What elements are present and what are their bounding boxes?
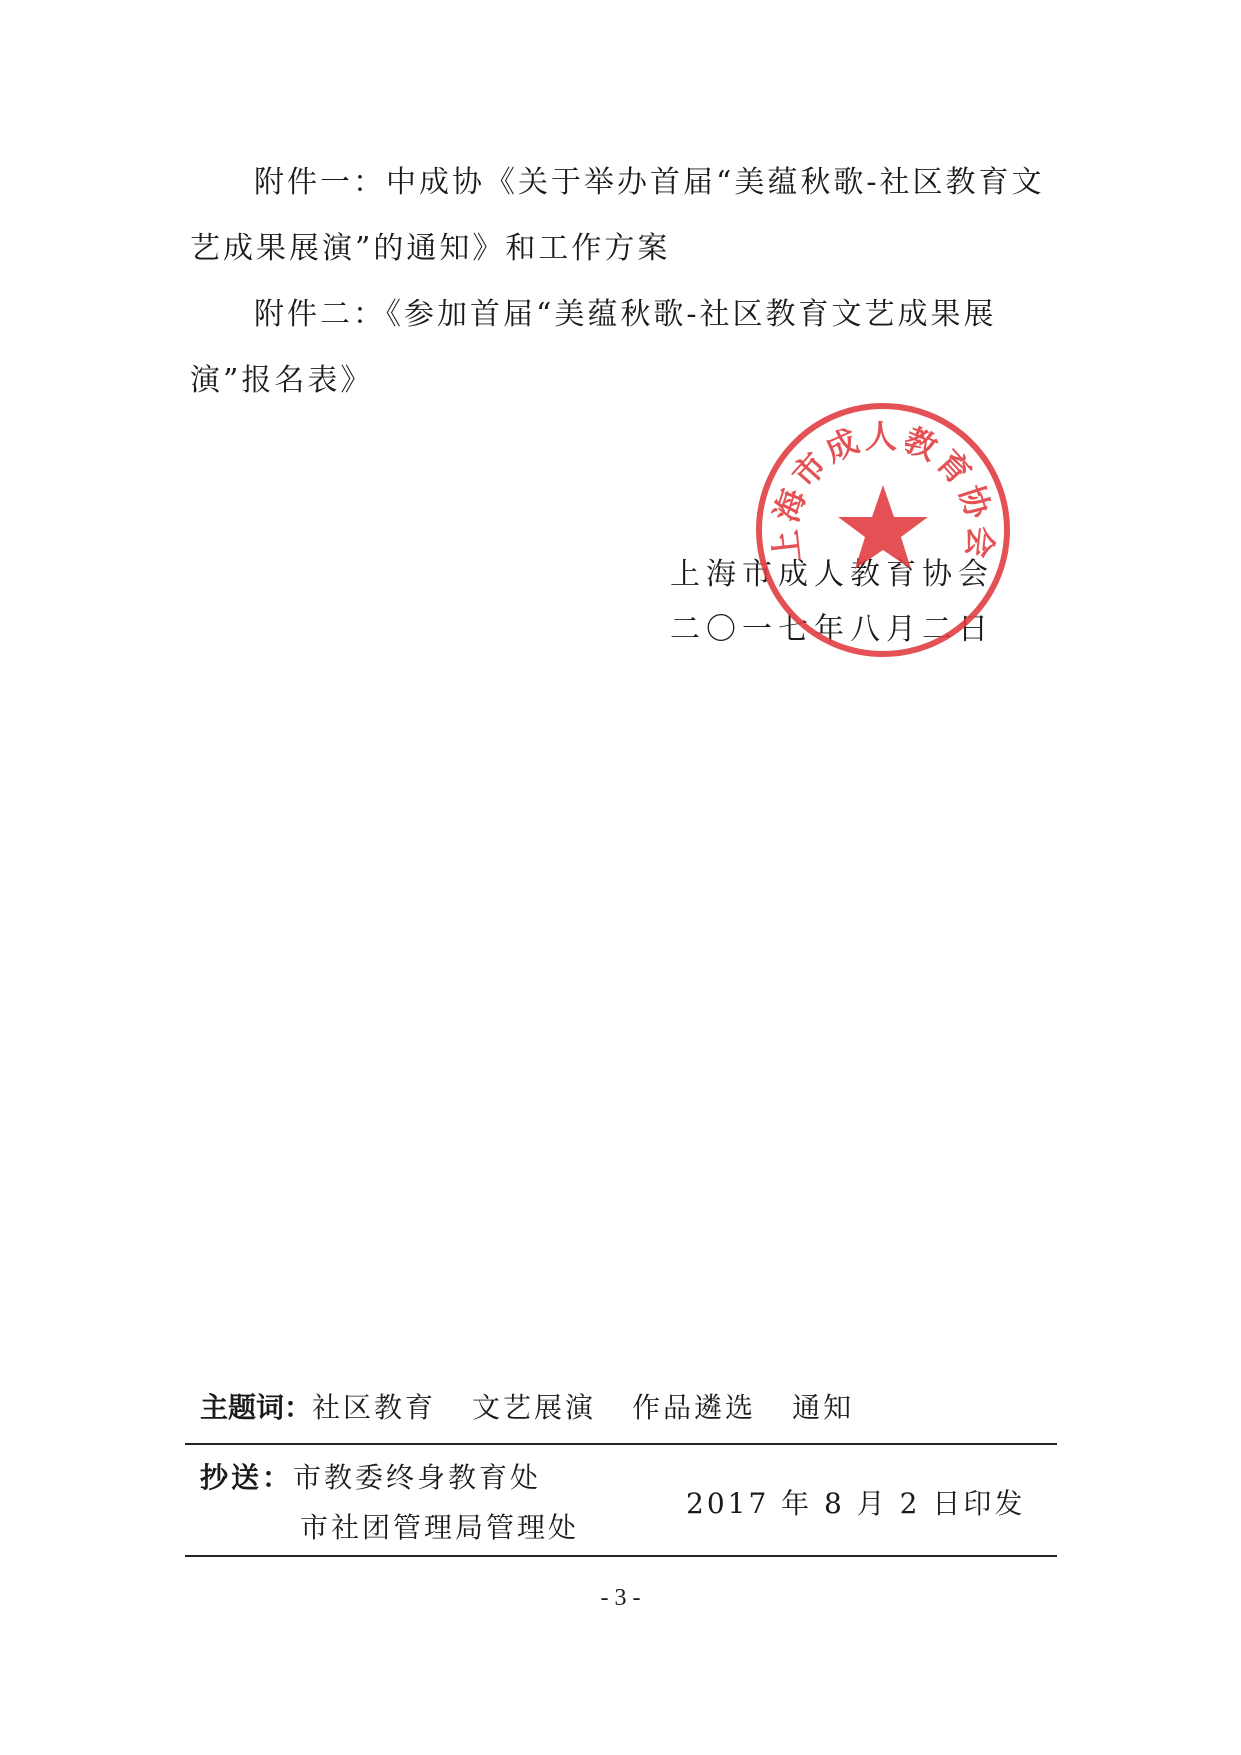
cc-first-line <box>200 1453 579 1503</box>
star-icon <box>838 485 928 569</box>
cc-recipient: 市教委终身教育处 <box>293 1461 542 1494</box>
official-seal <box>754 401 1012 659</box>
footer-divider <box>185 1555 1057 1557</box>
keywords-line <box>200 1386 890 1426</box>
keyword-item: 社区教育 <box>312 1391 437 1424</box>
attachment-one-text: 附件一：中成协《关于举办首届“美蕴秋歌-社区教育文艺成果展演”的通知》和工作方案 <box>190 165 1045 266</box>
keyword-item: 通知 <box>792 1391 855 1424</box>
seal-text-path: 上海市成人教育协会 <box>765 417 1001 564</box>
keyword-item: 文艺展演 <box>472 1391 597 1424</box>
keyword-item: 作品遴选 <box>632 1391 757 1424</box>
signature-date: 二〇一七年八月二日 <box>670 612 994 647</box>
footer-divider <box>185 1443 1057 1445</box>
attachment-two <box>190 282 1070 414</box>
signature-organization: 上海市成人教育协会 <box>670 557 994 592</box>
keywords-label: 主题词： <box>200 1391 313 1424</box>
page-number: - 3 - <box>600 1585 641 1611</box>
cc-label: 抄送： <box>200 1461 294 1494</box>
keywords-list <box>312 1391 890 1424</box>
cc-block <box>200 1453 579 1553</box>
attachment-two-text: 附件二：《参加首届“美蕴秋歌-社区教育文艺成果展演”报名表》 <box>190 297 997 398</box>
attachment-one <box>190 150 1070 282</box>
cc-recipient: 市社团管理局管理处 <box>300 1511 580 1544</box>
printed-date: 2017 年 8 月 2 日印发 <box>686 1487 1026 1520</box>
